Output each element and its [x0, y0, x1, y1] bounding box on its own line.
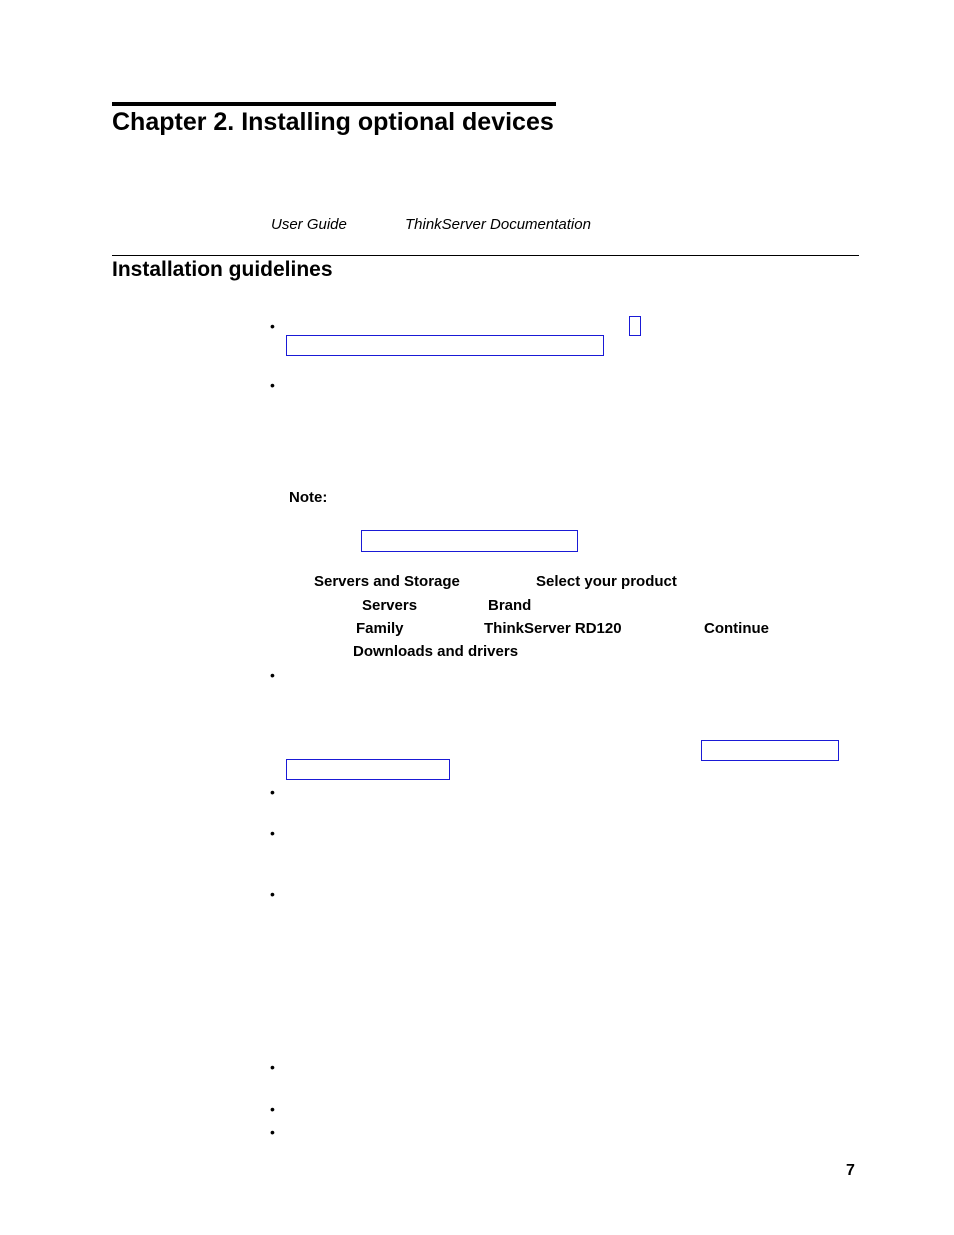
- cross-reference-link-continued[interactable]: [286, 759, 450, 780]
- section-rule: [112, 255, 859, 256]
- chapter-title: Chapter 2. Installing optional devices: [112, 108, 554, 136]
- bullet-marker: •: [270, 1101, 275, 1117]
- thinkserver-rd120-step: ThinkServer RD120: [484, 620, 622, 637]
- thinkserver-documentation-ref: ThinkServer Documentation: [405, 216, 591, 233]
- bullet-marker: •: [270, 318, 275, 334]
- servers-and-storage-step: Servers and Storage: [314, 573, 460, 590]
- brand-step: Brand: [488, 597, 532, 614]
- note-label: Note:: [289, 489, 328, 506]
- inline-link-short[interactable]: [629, 316, 641, 336]
- bullet-marker: •: [270, 1059, 275, 1075]
- safety-information-link[interactable]: [286, 335, 604, 356]
- section-title: Installation guidelines: [112, 258, 333, 281]
- bullet-marker: •: [270, 784, 275, 800]
- support-website-link[interactable]: [361, 530, 578, 552]
- bullet-marker: •: [270, 886, 275, 902]
- family-step: Family: [356, 620, 404, 637]
- servers-step: Servers: [362, 597, 418, 614]
- downloads-and-drivers-step: Downloads and drivers: [353, 643, 519, 660]
- bullet-marker: •: [270, 377, 275, 393]
- bullet-marker: •: [270, 667, 275, 683]
- continue-step: Continue: [704, 620, 769, 637]
- user-guide-ref: User Guide: [271, 216, 347, 233]
- cross-reference-link[interactable]: [701, 740, 839, 761]
- chapter-rule: [112, 102, 556, 106]
- select-your-product-step: Select your product: [536, 573, 677, 590]
- bullet-marker: •: [270, 825, 275, 841]
- bullet-marker: •: [270, 1124, 275, 1140]
- page-number: 7: [846, 1162, 855, 1179]
